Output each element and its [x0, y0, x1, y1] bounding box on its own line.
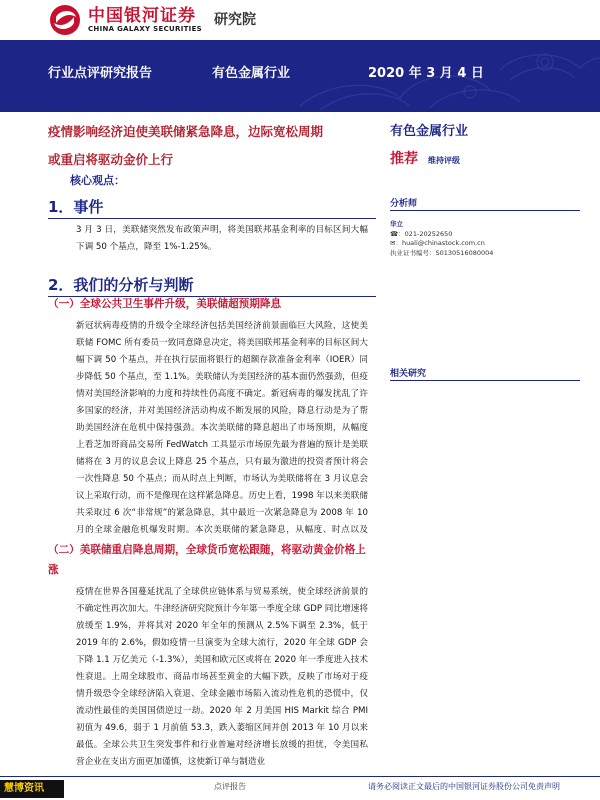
headline-line2: 或重启将驱动金价上行: [48, 152, 174, 167]
rating-label: 推荐: [390, 151, 418, 167]
related-rule: [390, 380, 580, 381]
related-research-heading: 相关研究: [390, 369, 427, 379]
page-footer: [0, 776, 600, 800]
footer-brand: 慧博资讯: [0, 780, 64, 798]
header-logo: [48, 0, 256, 40]
subsection-2-text: 疫情在世界各国蔓延扰乱了全球供应链体系与贸易系统，使全球经济前景的不确定性再次加大。牛津经济研究院预计今年第一季度全球 GDP 同比增速将放缓至 1.9%，并将其对 2020 年全年的预测从 2.5%下调至 2.3%，低于 2019 年的 2.6%，假如疫情一旦演变为全球大流行，2020 年全球 GDP 会下降 1.1 万亿美元（-1.3%），美国和欧元区或将在 2020 年一季度进入技术性衰退。上周全球股市、商品市场甚至黄金的大幅下跌，反映了市场对于疫情升级恐令全球经济陷入衰退、全球金融市场陷入流动性危机的恐慌中，仅流动性最佳的美国国债逆过一劫。2020 年 2 月美国 HIS Markit 综合 PMI 初值为 49.6，弱于 1 月前值 53.3，跌入萎缩区间并创 2013 年 10 月以来最低。全球公共卫生突发事件和行业普遍对经济增长放缓的担忧，令美国私营企业在支出方面更加谨慎，这使新订单与制造业: [76, 587, 368, 767]
logo-en: CHINA GALAXY SECURITIES: [88, 24, 202, 33]
analyst-rule: [390, 210, 580, 211]
analyst-email[interactable]: ✉：huali@chinastock.com.cn: [390, 239, 485, 247]
headline-line1: 疫情影响经济迫使美联储紧急降息，边际宽松周期: [48, 124, 324, 139]
analyst-cert: 执业证书编号：S0130516080004: [390, 248, 494, 257]
section-2-title: 2．我们的分析与判断: [48, 276, 194, 294]
research-institute-label: 研究院: [214, 12, 256, 28]
report-banner: [0, 40, 600, 112]
footer-rule: [0, 776, 600, 777]
footer-disclaimer: 请务必阅读正文最后的中国银河证券股份公司免责声明: [368, 782, 560, 791]
rating-note: 维持评级: [428, 156, 460, 165]
analyst-info: [390, 220, 570, 258]
galaxy-logo-icon: [48, 3, 82, 37]
subsection-1-text: 新冠状病毒疫情的升级令全球经济包括美国经济前景面临巨大风险，这使美联储 FOMC 所有委员一致同意降息决定，将美国联邦基金利率的目标区间大幅下调 50 个基点，并在执行层面将银行的超额存款准备金利率（IOER）同步降低 50 个基点，至 1.1%。美联储认为美国经济的基本面仍然强劲，但疫情对美国经济影响的力度和持续性仍高度不确定。新冠病毒的爆发扰乱了许多国家的经济，并对美国经济活动构成不断发展的风险，降息行动是为了帮助美国经济在危机中保持强劲。本次美联储的降息超出了市场预期，从幅度上看芝加哥商品交易所 FedWatch 工具显示市场原先最为普遍的预计是美联储将在 3 月的议息会议上降息 25 个基点，只有最为激进的投资者预计将会一次性降息 50 个基点；而从时点上判断，市场认为美联储将在 3 月议息会议上采取行动，而不是像现在这样紧急降息。历史上看，1998 年以来美联储共采取过 6 次“非常规”的紧急降息，其中最近一次紧急降息为 2008 年 10 月的全球金融危机爆发时期。本次美联储的紧急降息，从幅度、时点以及: [76, 321, 368, 535]
sidebar-industry: 有色金属行业: [390, 124, 469, 139]
banner-industry: 有色金属行业: [212, 66, 291, 81]
report-type: 行业点评研究报告: [48, 66, 153, 81]
footer-report-type: 点评报告: [214, 782, 246, 791]
analyst-name: 华立: [390, 220, 403, 228]
logo-cn: 中国银河证券: [88, 5, 196, 26]
core-views-label: 核心观点：: [70, 174, 125, 187]
subsection-2-title: （二）美联储重启降息周期，全球货币宽松跟随，将驱动黄金价格上涨: [48, 544, 366, 576]
section-1-text: 3 月 3 日，美联储突然发布政策声明，将美国联邦基金利率的目标区间大幅下调 50 个基点，降至 1%-1.25%。: [76, 225, 368, 252]
rating-block: [390, 148, 570, 168]
subsection-1-title: （一）全球公共卫生事件升级，美联储超预期降息: [48, 298, 282, 310]
section-1-title: 1．事件: [48, 198, 104, 216]
analyst-phone: ☎：021-20252650: [390, 229, 453, 238]
section-1-rule: [48, 218, 376, 219]
analyst-heading: 分析师: [390, 199, 418, 209]
report-date: 2020 年 3 月 4 日: [368, 66, 484, 81]
